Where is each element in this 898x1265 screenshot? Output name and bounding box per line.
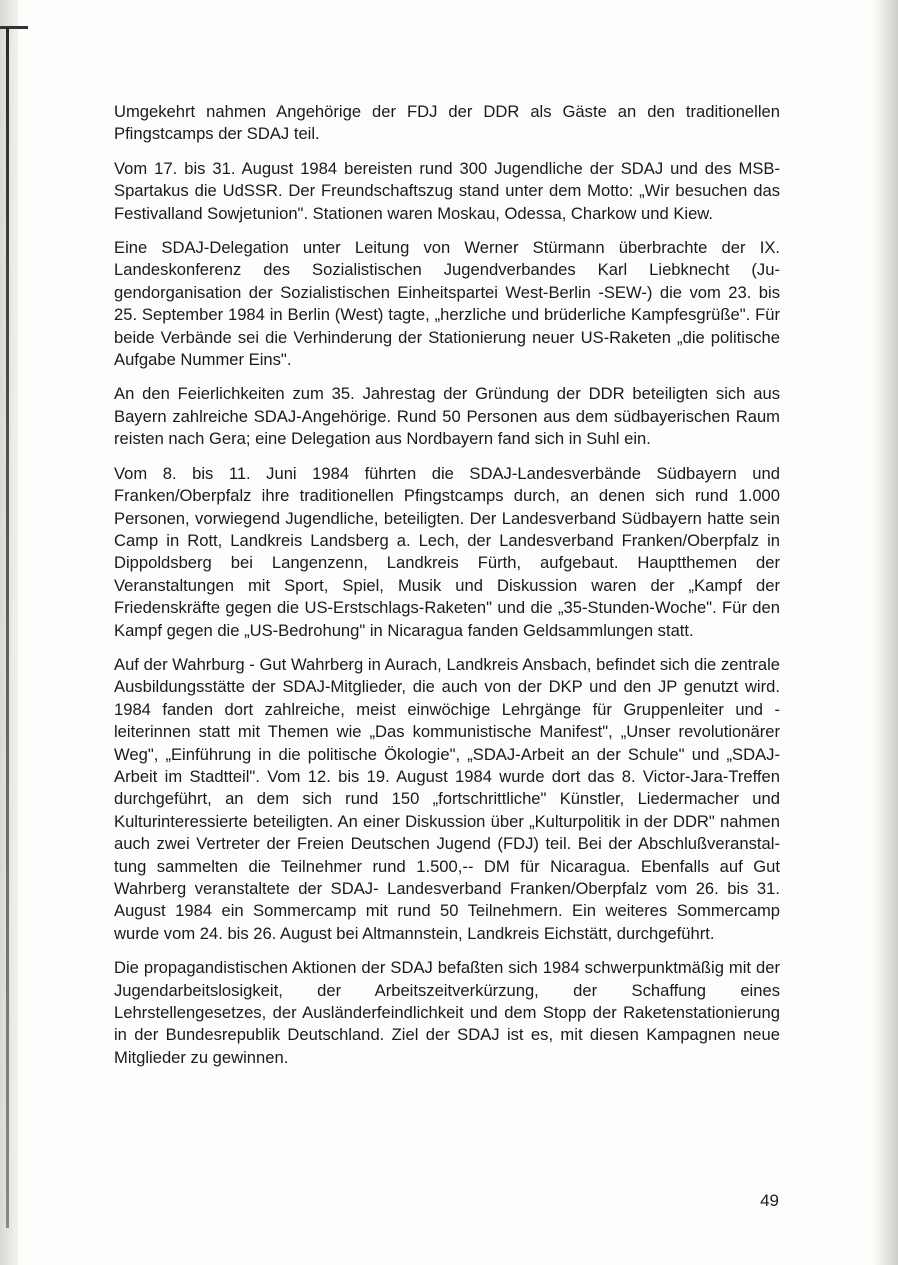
paragraph-ussr-trip: Vom 17. bis 31. August 1984 bereisten rund 300 Jugendliche der SDAJ und des MSB-Spartakus die UdSSR. Der Freundschaftszug stand unter dem Motto: „Wir besuchen das Festivalland Sowjetunion". Stationen waren Moskau, Odessa, Charkow und Kiew.: [114, 158, 780, 223]
paragraph-fdj-guests: Umgekehrt nahmen Angehörige der FDJ der DDR als Gäste an den traditionellen Pfingstcamps der SDAJ teil.: [114, 102, 780, 144]
right-page-edge: [872, 0, 898, 1265]
page-body: [114, 101, 780, 1081]
paragraph-ddr-anniversary: An den Feierlichkeiten zum 35. Jahrestag der Gründung der DDR beteiligten sich aus Bayern zahlreiche SDAJ-Angehörige. Rund 50 Personen aus dem südbayerischen Raum reisten nach Gera; eine Delegation aus Nordbayern fand sich in Suhl ein.: [114, 384, 780, 449]
paragraph-sdaj-delegation: Eine SDAJ-Delegation unter Leitung von Werner Stürmann überbrachte der IX. Landeskonferenz des Sozialistischen Jugendverbandes Karl Liebknecht (Jugendorganisation der Sozialistischen Einheitspartei West-Berlin -SEW-) die vom 23. bis 25. September 1984 in Berlin (West) tagte, „herzliche und brüderliche Kampfesgrüße". Für beide Verbände sei die Verhinderung der Stationierung neuer US-Raketen „die politische Aufgabe Nummer Eins".: [114, 238, 780, 370]
left-page-edge: [0, 0, 18, 1265]
paragraph-propaganda: Die propagandistischen Aktionen der SDAJ befaßten sich 1984 schwerpunktmäßig mit der Jugendarbeitslosigkeit, der Arbeitszeitverkürzung, der Schaffung eines Lehrstellengesetzes, der Ausländerfeindlichkeit und dem Stopp der Raketenstationierung in der Bundesrepublik Deutschland. Ziel der SDAJ ist es, mit diesen Kampagnen neue Mitglieder zu gewinnen.: [114, 958, 780, 1067]
paragraph-pfingstcamps: Vom 8. bis 11. Juni 1984 führten die SDAJ-Landesverbände Südbayern und Franken/Oberpfalz ihre traditionellen Pfingstcamps durch, an denen sich rund 1.000 Personen, vorwiegend Jugendliche, beteiligten. Der Landesverband Südbayern hatte sein Camp in Rott, Landkreis Landsberg a. Lech, der Landesverband Franken/Oberpfalz in Dippoldsberg bei Langenzenn, Landkreis Fürth, aufgebaut. Hauptthemen der Veranstaltungen mit Sport, Spiel, Musik und Diskussion waren der „Kampf der Friedenskräfte gegen die US-Erstschlags-Raketen" und die „35-Stunden-Woche". Für den Kampf gegen die „US-Bedrohung" in Nicaragua fanden Geldsammlungen statt.: [114, 463, 780, 640]
binding-shadow: [6, 28, 9, 1228]
paragraph-wahrburg: Auf der Wahrburg - Gut Wahrberg in Aurach, Landkreis Ansbach, befindet sich die zentrale Ausbildungsstätte der SDAJ-Mitglieder, die auch von der DKP und den JP genutzt wird. 1984 fanden dort zahlreiche, meist einwöchige Lehrgänge für Gruppenleiter und -leiterinnen statt mit Themen wie „Das kommunistische Manifest", „Unser revolutionärer Weg", „Einführung in die politische Ökologie", „SDAJ-Arbeit an der Schule" und „SDAJ-Arbeit im Stadtteil". Vom 12. bis 19. August 1984 wurde dort das 8. Victor-Jara-Treffen durchgeführt, an dem sich rund 150 „fortschrittliche" Künstler, Liedermacher und Kulturinteressierte beteiligten. An einer Diskussion über „Kulturpolitik in der DDR" nahmen auch zwei Vertreter der Freien Deutschen Jugend (FDJ) teil. Bei der Abschlußveranstaltung sammelten die Teilnehmer rund 1.500,-- DM für Nicaragua. Ebenfalls auf Gut Wahrberg veranstaltete der SDAJ- Landesverband Franken/Oberpfalz vom 26. bis 31. August 1984 ein Sommercamp mit rund 50 Teilnehmern. Ein weiteres Sommercamp wurde vom 24. bis 26. August bei Altmannstein, Landkreis Eichstätt, durchgeführt.: [114, 654, 780, 943]
page-number: 49: [760, 1191, 779, 1210]
corner-mark: [0, 26, 28, 29]
